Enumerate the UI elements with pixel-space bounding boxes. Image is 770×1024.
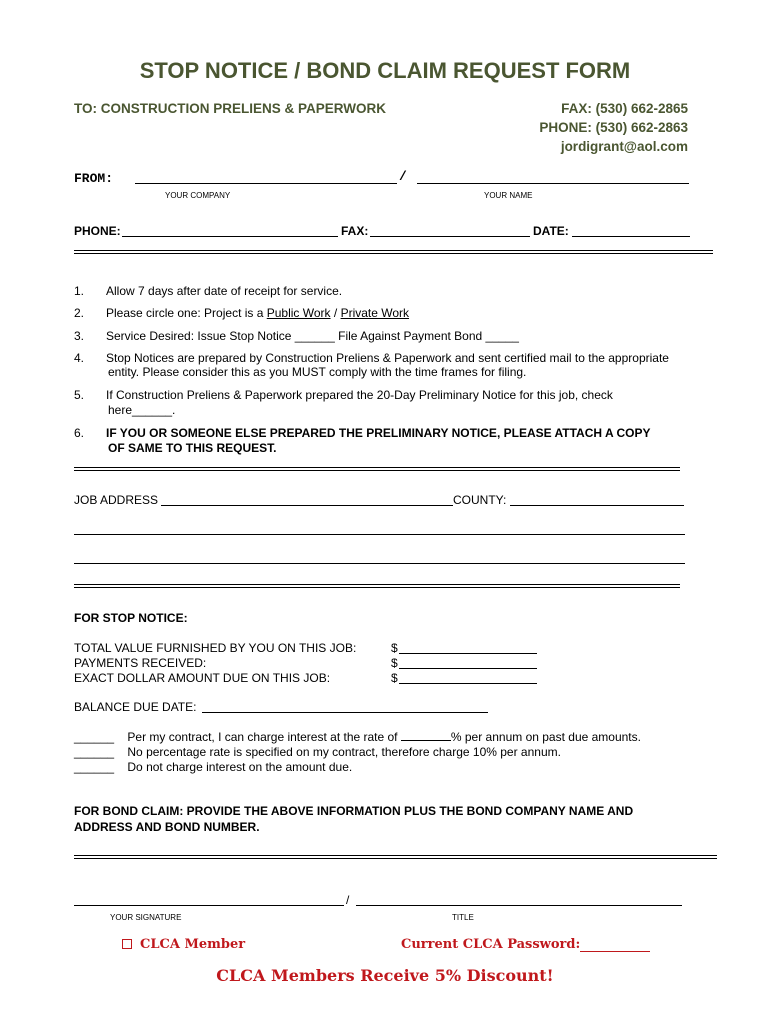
interest-option-3[interactable]: ______ Do not charge interest on the amount due. bbox=[74, 760, 353, 774]
divider bbox=[74, 250, 713, 254]
header-email: jordigrant@aol.com bbox=[560, 139, 688, 154]
interest-option-2[interactable]: ______ No percentage rate is specified on my contract, therefore charge 10% per annum. bbox=[74, 745, 561, 759]
item-number: 5. bbox=[74, 388, 85, 402]
company-caption: YOUR COMPANY bbox=[165, 191, 231, 200]
from-separator: / bbox=[399, 169, 407, 184]
balance-due-label: BALANCE DUE DATE: bbox=[74, 700, 197, 714]
to-line: TO: CONSTRUCTION PRELIENS & PAPERWORK bbox=[74, 101, 387, 116]
interest-option-1[interactable]: ______ Per my contract, I can charge interest at the rate of % per annum on past due amounts. bbox=[74, 730, 641, 744]
phone-label: PHONE: bbox=[74, 224, 121, 238]
county-label: COUNTY: bbox=[453, 493, 507, 507]
item-text: IF YOU OR SOMEONE ELSE PREPARED THE PRELIMINARY NOTICE, PLEASE ATTACH A COPY bbox=[106, 426, 651, 440]
name-field[interactable] bbox=[417, 183, 689, 184]
county-field[interactable] bbox=[510, 505, 684, 506]
name-caption: YOUR NAME bbox=[484, 191, 533, 200]
signature-separator: / bbox=[346, 893, 350, 907]
item-number: 2. bbox=[74, 306, 85, 320]
company-field[interactable] bbox=[135, 183, 397, 184]
exact-amount-label: EXACT DOLLAR AMOUNT DUE ON THIS JOB: bbox=[74, 671, 331, 685]
header-phone: PHONE: (530) 662-2863 bbox=[539, 120, 688, 135]
total-value-field[interactable] bbox=[399, 653, 537, 654]
public-work-option[interactable]: Public Work bbox=[266, 306, 331, 320]
header-fax: FAX: (530) 662-2865 bbox=[561, 101, 688, 116]
balance-due-field[interactable] bbox=[202, 712, 488, 713]
item-number: 1. bbox=[74, 284, 85, 298]
item-text: If Construction Preliens & Paperwork prepared the 20-Day Preliminary Notice for this job, check bbox=[106, 388, 613, 402]
item-number: 3. bbox=[74, 329, 85, 343]
form-title: STOP NOTICE / BOND CLAIM REQUEST FORM bbox=[139, 58, 631, 83]
interest-rate-field[interactable] bbox=[401, 730, 451, 741]
dollar-sign: $ bbox=[391, 641, 398, 655]
fax-field[interactable] bbox=[370, 236, 530, 237]
item-text: Allow 7 days after date of receipt for service. bbox=[106, 284, 343, 298]
bond-claim-text: FOR BOND CLAIM: PROVIDE THE ABOVE INFORMATION PLUS THE BOND COMPANY NAME AND bbox=[74, 804, 634, 818]
title-caption: TITLE bbox=[452, 913, 474, 922]
date-label: DATE: bbox=[533, 224, 569, 238]
item-number: 4. bbox=[74, 351, 85, 365]
date-field[interactable] bbox=[572, 236, 690, 237]
signature-field[interactable] bbox=[74, 905, 344, 906]
divider bbox=[74, 467, 680, 471]
exact-amount-field[interactable] bbox=[399, 683, 537, 684]
job-address-field[interactable] bbox=[74, 534, 685, 535]
job-address-label: JOB ADDRESS bbox=[74, 493, 159, 507]
project-type-line: Please circle one: Project is a Public Work / Private Work bbox=[106, 306, 410, 320]
job-address-field[interactable] bbox=[161, 505, 453, 506]
service-desired[interactable]: Service Desired: Issue Stop Notice ______ File Against Payment Bond _____ bbox=[106, 329, 519, 343]
payments-field[interactable] bbox=[399, 668, 537, 669]
divider bbox=[74, 855, 717, 859]
dollar-sign: $ bbox=[391, 656, 398, 670]
dollar-sign: $ bbox=[391, 671, 398, 685]
title-field[interactable] bbox=[356, 905, 682, 906]
item-number: 6. bbox=[74, 426, 85, 440]
signature-caption: YOUR SIGNATURE bbox=[110, 913, 182, 922]
item-text: OF SAME TO THIS REQUEST. bbox=[108, 441, 277, 455]
checkbox-icon[interactable] bbox=[122, 939, 132, 949]
clca-password-label: Current CLCA Password: bbox=[401, 937, 581, 952]
clca-member-checkbox[interactable]: CLCA Member bbox=[122, 937, 245, 952]
from-label: FROM: bbox=[74, 171, 114, 186]
stop-notice-heading: FOR STOP NOTICE: bbox=[74, 611, 188, 625]
bond-claim-text: ADDRESS AND BOND NUMBER. bbox=[74, 820, 260, 834]
total-value-label: TOTAL VALUE FURNISHED BY YOU ON THIS JOB: bbox=[74, 641, 357, 655]
divider bbox=[74, 584, 680, 588]
check-here-field[interactable]: here______. bbox=[108, 403, 176, 417]
fax-label: FAX: bbox=[341, 224, 369, 238]
phone-field[interactable] bbox=[122, 236, 338, 237]
payments-label: PAYMENTS RECEIVED: bbox=[74, 656, 207, 670]
clca-discount-banner: CLCA Members Receive 5% Discount! bbox=[216, 966, 554, 985]
clca-password-field[interactable] bbox=[580, 951, 650, 952]
private-work-option[interactable]: Private Work bbox=[340, 306, 410, 320]
item-text: entity. Please consider this as you MUST comply with the time frames for filing. bbox=[108, 365, 527, 379]
job-address-field[interactable] bbox=[74, 563, 685, 564]
item-text: Stop Notices are prepared by Construction Preliens & Paperwork and sent certified mail to the appropriate bbox=[106, 351, 669, 365]
